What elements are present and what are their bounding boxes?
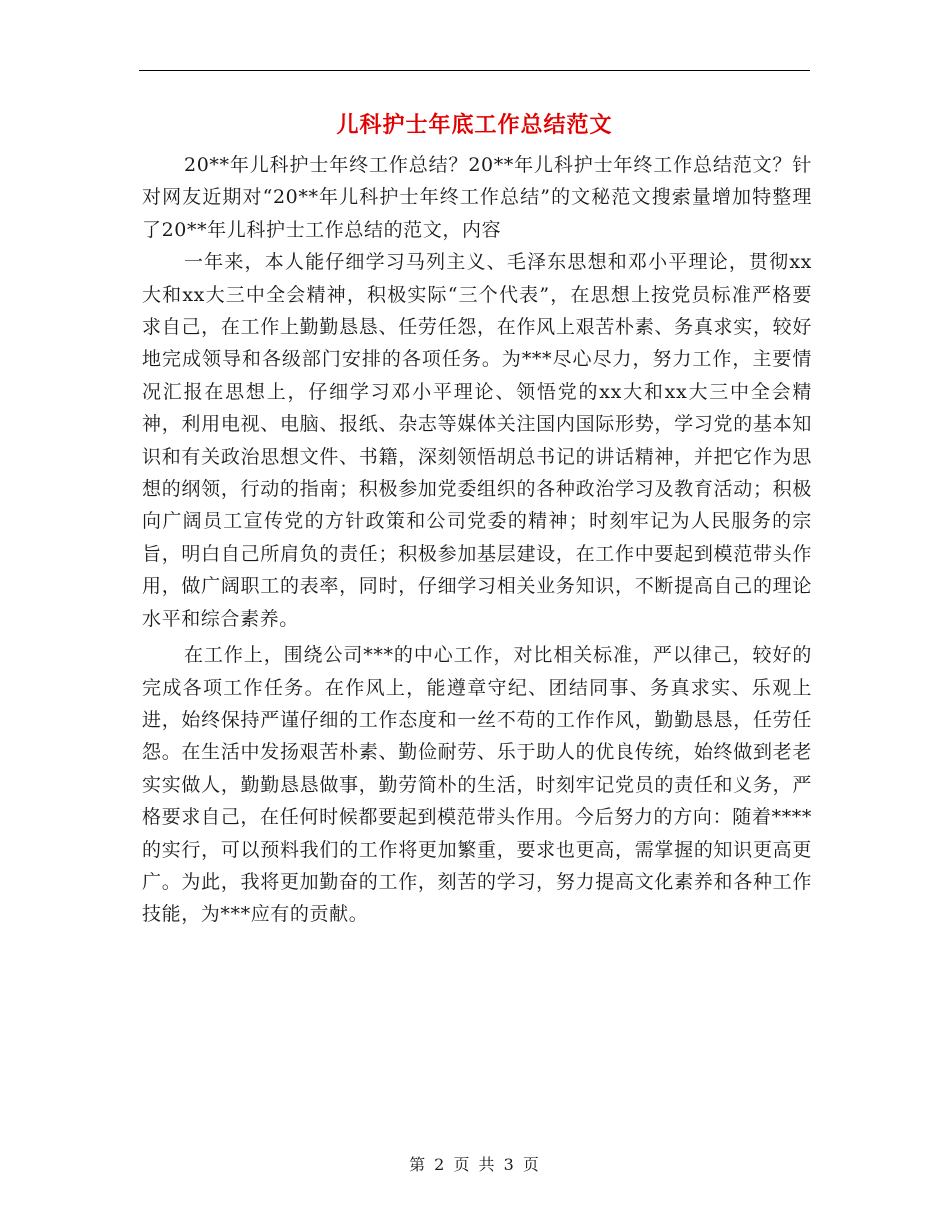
document-body [142,149,812,931]
header-rule [139,70,810,71]
paragraph-political-study: 一年来，本人能仔细学习马列主义、毛泽东思想和邓小平理论，贯彻xx大和xx大三中全会精神，积极实际“三个代表”，在思想上按党员标准严格要求自己，在工作上勤勤恳恳、任劳任怨，在作风上艰苦朴素、务真求实，较好地完成领导和各级部门安排的各项任务。为***尽心尽力，努力工作，主要情况汇报在思想上，仔细学习邓小平理论、领悟党的xx大和xx大三中全会精神，利用电视、电脑、报纸、杂志等媒体关注国内国际形势，学习党的基本知识和有关政治思想文件、书籍，深刻领悟胡总书记的讲话精神，并把它作为思想的纲领，行动的指南；积极参加党委组织的各种政治学习及教育活动；积极向广阔员工宣传党的方针政策和公司党委的精神；时刻牢记为人民服务的宗旨，明白自己所肩负的责任；积极参加基层建设，在工作中要起到模范带头作用，做广阔职工的表率，同时，仔细学习相关业务知识，不断提高自己的理论水平和综合素养。 [142,251,812,630]
paragraph-intro: 20**年儿科护士年终工作总结？20**年儿科护士年终工作总结范文？针对网友近期对“20**年儿科护士年终工作总结”的文秘范文搜索量增加特整理了20**年儿科护士工作总结的范文，内容 [142,154,812,241]
paragraph-work-conduct: 在工作上，围绕公司***的中心工作，对比相关标准，严以律己，较好的完成各项工作任务。在作风上，能遵章守纪、团结同事、务真求实、乐观上进，始终保持严谨仔细的工作态度和一丝不苟的工作作风，勤勤恳恳，任劳任怨。在生活中发扬艰苦朴素、勤俭耐劳、乐于助人的优良传统，始终做到老老实实做人，勤勤恳恳做事，勤劳简朴的生活，时刻牢记党员的责任和义务，严格要求自己，在任何时候都要起到模范带头作用。今后努力的方向：随着****的实行，可以预料我们的工作将更加繁重，要求也更高，需掌握的知识更高更广。为此，我将更加勤奋的工作，刻苦的学习，努力提高文化素养和各种工作技能，为***应有的贡献。 [142,644,812,926]
document-title: 儿科护士年底工作总结范文 [336,112,613,138]
page-number: 第 2 页 共 3 页 [409,1155,541,1174]
